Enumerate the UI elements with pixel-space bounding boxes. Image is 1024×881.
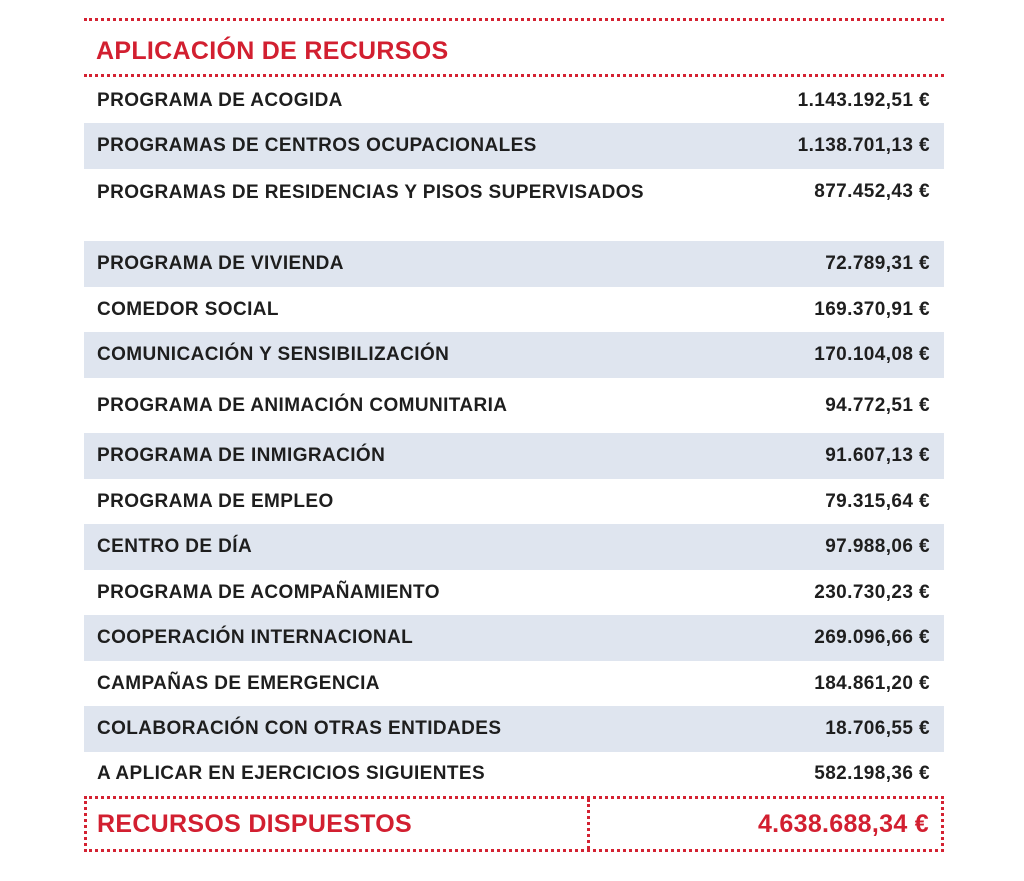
table-row: [84, 706, 944, 752]
row-label: CAMPAÑAS DE EMERGENCIA: [97, 672, 380, 694]
row-amount: 184.861,20 €: [814, 672, 930, 694]
row-amount: 1.138.701,13 €: [797, 135, 930, 156]
row-label: A APLICAR EN EJERCICIOS SIGUIENTES: [97, 763, 486, 784]
table-body: [84, 79, 944, 796]
row-label: PROGRAMA DE INMIGRACIÓN: [97, 445, 386, 466]
row-amount: 97.988,06 €: [825, 536, 930, 557]
row-amount: 170.104,08 €: [814, 344, 930, 365]
row-amount: 269.096,66 €: [814, 627, 930, 648]
row-label: PROGRAMAS DE CENTROS OCUPACIONALES: [97, 135, 537, 156]
table-row: [84, 661, 944, 706]
table-row: [84, 524, 944, 570]
row-label: COOPERACIÓN INTERNACIONAL: [97, 627, 414, 648]
row-label: COLABORACIÓN CON OTRAS ENTIDADES: [97, 718, 502, 739]
section-title: APLICACIÓN DE RECURSOS: [84, 21, 944, 77]
table-row: [84, 79, 944, 123]
row-label: PROGRAMA DE ACOMPAÑAMIENTO: [97, 581, 440, 603]
table-row: [84, 241, 944, 287]
row-amount: 94.772,51 €: [825, 394, 930, 416]
row-label: PROGRAMA DE EMPLEO: [97, 490, 334, 512]
row-label: CENTRO DE DÍA: [97, 536, 253, 557]
table-row: [84, 570, 944, 615]
total-label: RECURSOS DISPUESTOS: [87, 799, 590, 849]
table-row: [84, 332, 944, 378]
table-row: [84, 378, 944, 433]
row-label: COMUNICACIÓN Y SENSIBILIZACIÓN: [97, 344, 450, 365]
row-amount: 91.607,13 €: [825, 445, 930, 466]
row-label: PROGRAMA DE ANIMACIÓN COMUNITARIA: [97, 394, 508, 416]
table-row: [84, 752, 944, 796]
table-row: [84, 123, 944, 169]
table-row: [84, 287, 944, 332]
table-row: [84, 615, 944, 661]
table-row: [84, 433, 944, 479]
total-row: [84, 796, 944, 852]
row-amount: 79.315,64 €: [825, 490, 930, 512]
row-amount: 877.452,43 €: [814, 181, 930, 202]
row-label: PROGRAMA DE VIVIENDA: [97, 253, 344, 274]
row-amount: 169.370,91 €: [814, 298, 930, 320]
row-label: COMEDOR SOCIAL: [97, 298, 279, 320]
total-amount: 4.638.688,34 €: [757, 809, 929, 838]
row-amount: 582.198,36 €: [814, 763, 930, 784]
resources-table: [84, 18, 944, 852]
row-label: PROGRAMAS DE RESIDENCIAS Y PISOS SUPERVISADOS: [97, 182, 644, 203]
row-amount: 1.143.192,51 €: [797, 90, 930, 111]
row-amount: 18.706,55 €: [825, 718, 930, 739]
table-row: [84, 479, 944, 524]
row-amount: 72.789,31 €: [825, 253, 930, 274]
table-row: [84, 169, 944, 241]
row-amount: 230.730,23 €: [814, 581, 930, 603]
row-label: PROGRAMA DE ACOGIDA: [97, 90, 343, 111]
